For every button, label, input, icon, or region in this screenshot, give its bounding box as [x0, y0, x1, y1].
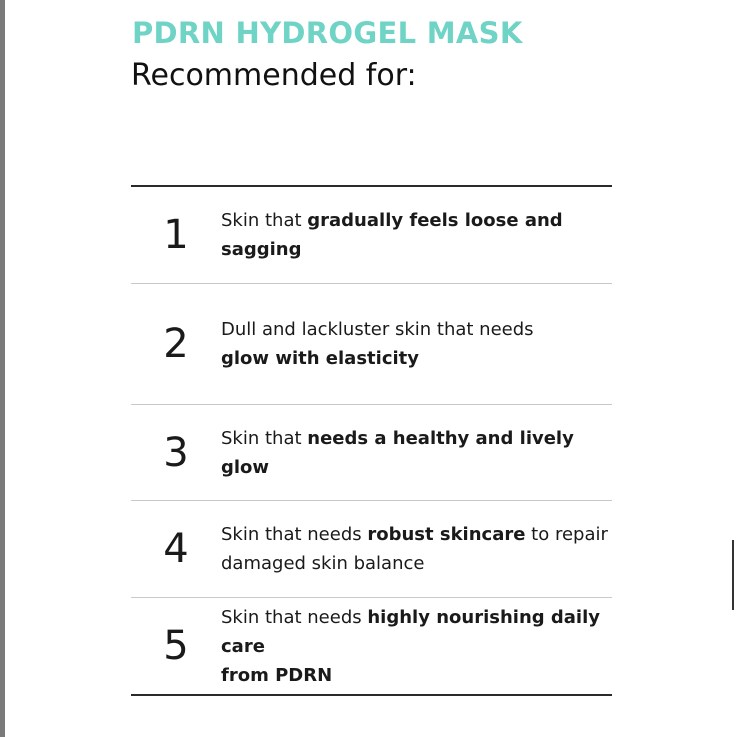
- row-number: 5: [163, 623, 189, 669]
- recommendation-table: [131, 185, 612, 696]
- row-description: [221, 520, 612, 578]
- desc-emphasis: gradually feels loose and sagging: [221, 210, 563, 260]
- desc-text: Skin that needs: [221, 606, 368, 628]
- table-row: [131, 597, 612, 694]
- product-title: PDRN HYDROGEL MASK: [132, 16, 523, 50]
- desc-text: Skin that: [221, 210, 308, 231]
- table-row: [131, 404, 612, 500]
- desc-emphasis: robust skincare: [367, 524, 526, 545]
- desc-text: Skin that needs: [221, 524, 368, 545]
- desc-text: Dull and lackluster skin that needs: [221, 319, 534, 340]
- row-number: 2: [163, 321, 189, 367]
- row-description: [221, 315, 612, 373]
- row-description: [221, 206, 612, 264]
- scroll-indicator: [732, 540, 734, 610]
- row-number: 3: [163, 429, 189, 476]
- table-row: [131, 187, 612, 283]
- desc-text: Skin that: [221, 427, 308, 449]
- recommended-heading: Recommended for:: [131, 58, 417, 93]
- row-description: [221, 603, 612, 690]
- desc-emphasis: needs a healthy and lively glow: [221, 427, 574, 478]
- table-row: [131, 283, 612, 404]
- row-number: 1: [163, 212, 189, 258]
- page-left-edge: [0, 0, 5, 737]
- desc-text: to repair: [525, 524, 608, 545]
- desc-emphasis: glow with elasticity: [221, 348, 419, 369]
- desc-text: damaged skin balance: [221, 553, 425, 574]
- row-description: [221, 424, 612, 482]
- desc-emphasis: highly nourishing daily care: [221, 606, 601, 657]
- row-number: 4: [163, 526, 189, 572]
- table-row: [131, 500, 612, 597]
- desc-emphasis: from PDRN: [221, 664, 333, 686]
